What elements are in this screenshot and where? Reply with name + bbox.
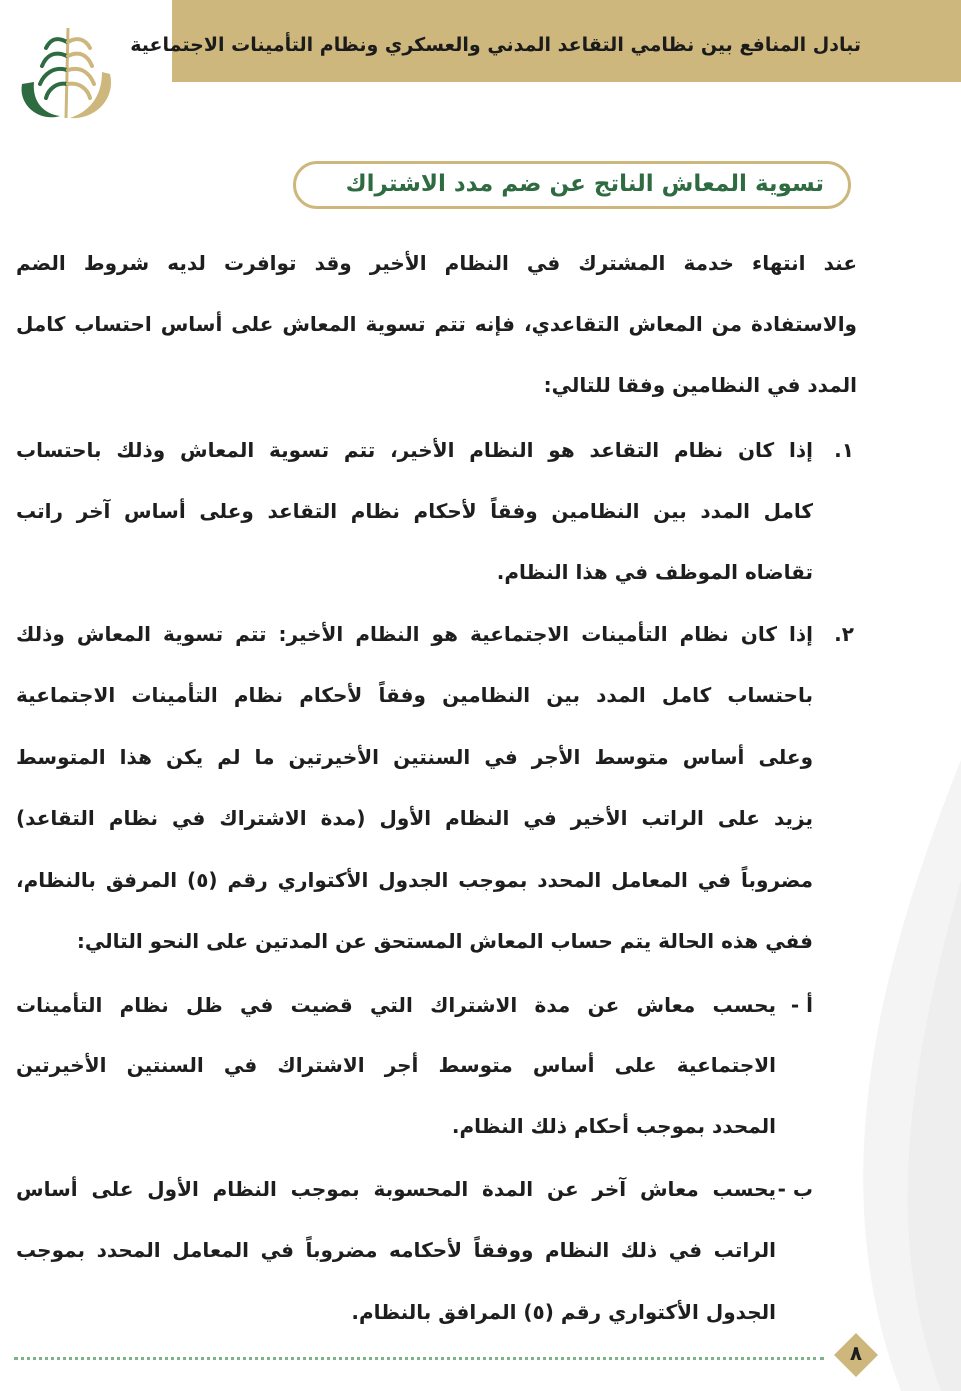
- section-title: تسوية المعاش الناتج عن ضم مدد الاشتراك: [345, 171, 824, 197]
- page-number: ٨: [849, 1341, 863, 1365]
- sub-b-marker: ب -: [777, 1177, 813, 1201]
- footer-divider: [14, 1357, 824, 1360]
- item-2-line-2: باحتساب كامل المدد بين النظامين وفقاً لأحكام نظام التأمينات الاجتماعية: [16, 683, 813, 707]
- intro-line-1: عند انتهاء خدمة المشترك في النظام الأخير وقد توافرت لديه شروط الضم: [16, 251, 857, 275]
- item-2-line-5: مضروباً في المعامل المحدد بموجب الجدول الأكتواري رقم (٥) المرفق بالنظام،: [16, 868, 813, 892]
- intro-line-3: المدد في النظامين وفقا للتالي:: [543, 373, 857, 397]
- palm-logo-icon: [10, 22, 122, 126]
- sub-b-line-1: يحسب معاش آخر عن المدة المحسوبة بموجب النظام الأول على أساس: [16, 1177, 776, 1201]
- item-2-line-1: إذا كان نظام التأمينات الاجتماعية هو النظام الأخير: تتم تسوية المعاش وذلك: [16, 622, 813, 646]
- sub-b-line-2: الراتب في ذلك النظام ووفقاً لأحكامه مضروباً في المعامل المحدد بموجب: [16, 1238, 776, 1262]
- sub-a-line-3: المحدد بموجب أحكام ذلك النظام.: [451, 1114, 776, 1138]
- item-2-line-3: وعلى أساس متوسط الأجر في السنتين الأخيرتين ما لم يكن هذا المتوسط: [16, 745, 813, 769]
- item-1-marker: ١.: [834, 438, 854, 462]
- item-2-line-4: يزيد على الراتب الأخير في النظام الأول (مدة الاشتراك في نظام التقاعد): [16, 806, 813, 830]
- item-2-line-6: ففي هذه الحالة يتم حساب المعاش المستحق عن المدتين على النحو التالي:: [76, 929, 813, 953]
- intro-line-2: والاستفادة من المعاش التقاعدي، فإنه تتم تسوية المعاش على أساس احتساب كامل: [16, 312, 857, 336]
- header-title: تبادل المنافع بين نظامي التقاعد المدني والعسكري ونظام التأمينات الاجتماعية: [130, 34, 861, 56]
- sub-b-line-3: الجدول الأكتواري رقم (٥) المرافق بالنظام.: [351, 1300, 776, 1324]
- background-swoosh: [761, 760, 961, 1391]
- item-1-line-1: إذا كان نظام التقاعد هو النظام الأخير، تتم تسوية المعاش وذلك باحتساب: [16, 438, 813, 462]
- section-heading-box: [293, 161, 851, 209]
- sub-a-line-2: الاجتماعية على أساس متوسط أجر الاشتراك في السنتين الأخيرتين: [16, 1053, 776, 1077]
- item-2-marker: ٢.: [834, 622, 854, 646]
- item-1-line-2: كامل المدد بين النظامين وفقاً لأحكام نظام التقاعد وعلى أساس آخر راتب: [16, 499, 813, 523]
- sub-a-line-1: يحسب معاش عن مدة الاشتراك التي قضيت في ظل نظام التأمينات: [16, 993, 776, 1017]
- item-1-line-3: تقاضاه الموظف في هذا النظام.: [496, 560, 813, 584]
- sub-a-marker: أ -: [790, 993, 813, 1017]
